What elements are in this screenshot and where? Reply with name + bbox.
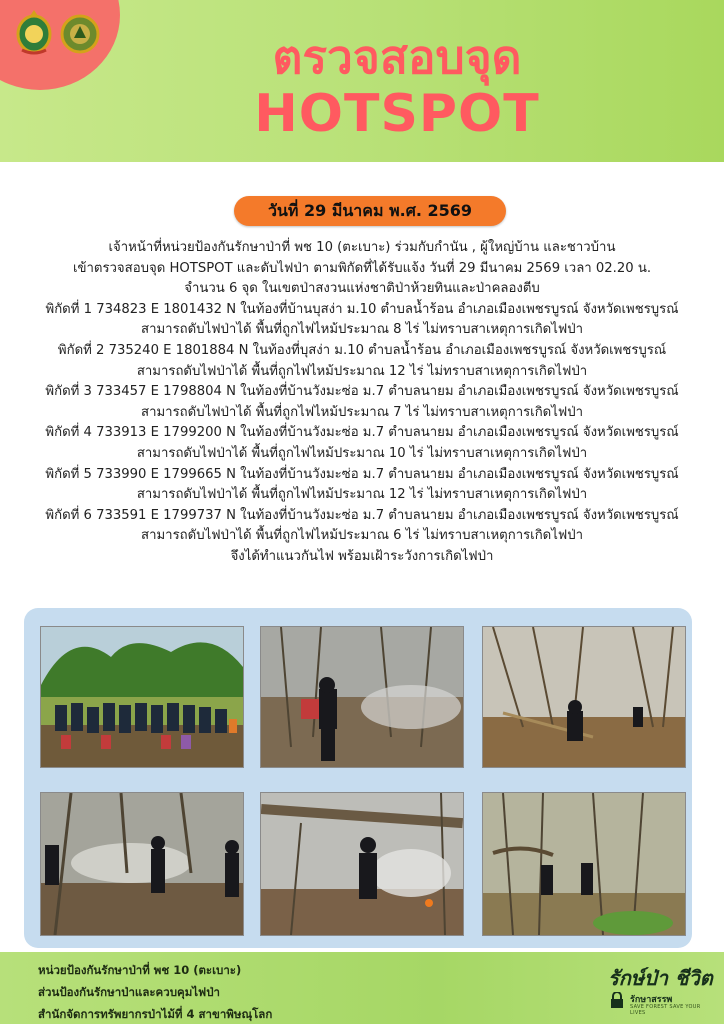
report-line: สามารถดับไฟป่าได้ พื้นที่ถูกไฟไหม้ประมาณ 12 ไร่ ไม่ทราบสาเหตุการเกิดไฟป่า xyxy=(136,363,588,379)
group-photo xyxy=(40,626,244,768)
firefighter-smoke-photo xyxy=(260,792,464,936)
report-line: สามารถดับไฟป่าได้ พื้นที่ถูกไฟไหม้ประมาณ 6 ไร่ ไม่ทราบสาเหตุการเกิดไฟป่า xyxy=(141,528,583,544)
campaign-logo-subtext: รักษาสรรพ xyxy=(630,995,673,1005)
report-line: พิกัดที่ 1 734823 E 1801432 N ในท้องที่บ้านบุสง่า ม.10 ตำบลน้ำร้อน อำเภอเมืองเพชรบูรณ์ จังหวัดเพชรบูรณ์ xyxy=(45,301,679,317)
report-line: จำนวน 6 จุด ในเขตป่าสงวนแห่งชาติป่าห้วยทินและป่าคลองตีบ xyxy=(184,281,540,297)
report-line: พิกัดที่ 5 733990 E 1799665 N ในท้องที่บ้านวังมะซ่อ ม.7 ตำบลนายม อำเภอเมืองเพชรบูรณ์ จังหวัดเพชรบูรณ์ xyxy=(45,466,679,482)
report-line: จึงได้ทำแนวกันไฟ พร้อมเฝ้าระวังการเกิดไฟป่า xyxy=(230,548,494,564)
report-line: สามารถดับไฟป่าได้ พื้นที่ถูกไฟไหม้ประมาณ 7 ไร่ ไม่ทราบสาเหตุการเกิดไฟป่า xyxy=(141,404,583,420)
footer-division-name: ส่วนป้องกันรักษาป่าและควบคุมไฟป่า xyxy=(38,985,220,999)
team-fireline-photo xyxy=(40,792,244,936)
footer-unit-name: หน่วยป้องกันรักษาป่าที่ พช 10 (ตะเบาะ) xyxy=(38,963,242,977)
report-line: สามารถดับไฟป่าได้ พื้นที่ถูกไฟไหม้ประมาณ 10 ไร่ ไม่ทราบสาเหตุการเกิดไฟป่า xyxy=(136,445,588,461)
report-body xyxy=(20,238,704,568)
header-banner xyxy=(0,0,724,162)
report-line: สามารถดับไฟป่าได้ พื้นที่ถูกไฟไหม้ประมาณ 8 ไร่ ไม่ทราบสาเหตุการเกิดไฟป่า xyxy=(141,322,583,338)
page-title-line2: HOTSPOT xyxy=(254,84,540,144)
firefighter-blower-photo xyxy=(260,626,464,768)
worker-raking-photo xyxy=(482,626,686,768)
campaign-logo-tagline: SAVE FOREST SAVE YOUR LIVES xyxy=(630,1004,701,1016)
date-badge: วันที่ 29 มีนาคม พ.ศ. 2569 xyxy=(234,196,506,226)
forest-fire-photo xyxy=(482,792,686,936)
report-line: เข้าตรวจสอบจุด HOTSPOT และดับไฟป่า ตามพิกัดที่ได้รับแจ้ง วันที่ 29 มีนาคม 2569 เวลา 02.20 น. xyxy=(72,260,652,276)
report-line: พิกัดที่ 2 735240 E 1801884 N ในท้องที่บุสง่า ม.10 ตำบลน้ำร้อน อำเภอเมืองเพชรบูรณ์ จังหวัดเพชรบูรณ์ xyxy=(57,342,667,358)
report-line: สามารถดับไฟป่าได้ พื้นที่ถูกไฟไหม้ประมาณ 12 ไร่ ไม่ทราบสาเหตุการเกิดไฟป่า xyxy=(136,487,588,503)
footer-bar xyxy=(0,952,724,1024)
report-line: เจ้าหน้าที่หน่วยป้องกันรักษาป่าที่ พช 10 (ตะเบาะ) ร่วมกับกำนัน , ผู้ใหญ่บ้าน และชาวบ้าน xyxy=(108,240,616,255)
campaign-logo-text: รักษ์ป่า ชีวิต xyxy=(608,966,713,990)
lock-icon xyxy=(610,992,624,1008)
photo-panel xyxy=(24,608,692,948)
page-title-line1: ตรวจสอบจุด xyxy=(272,30,522,84)
report-line: พิกัดที่ 3 733457 E 1798804 N ในท้องที่บ้านวังมะซ่อ ม.7 ตำบลนายม อำเภอเมืองเพชรบูรณ์ จังหวัดเพชรบูรณ์ xyxy=(45,384,679,400)
report-line: พิกัดที่ 4 733913 E 1799200 N ในท้องที่บ้านวังมะซ่อ ม.7 ตำบลนายม อำเภอเมืองเพชรบูรณ์ จังหวัดเพชรบูรณ์ xyxy=(45,425,679,441)
footer-office-name: สำนักจัดการทรัพยากรป่าไม้ที่ 4 สาขาพิษณุโลก xyxy=(38,1007,273,1021)
campaign-logo xyxy=(608,962,713,1018)
report-line: พิกัดที่ 6 733591 E 1799737 N ในท้องที่บ้านวังมะซ่อ ม.7 ตำบลนายม อำเภอเมืองเพชรบูรณ์ จังหวัดเพชรบูรณ์ xyxy=(45,507,679,523)
